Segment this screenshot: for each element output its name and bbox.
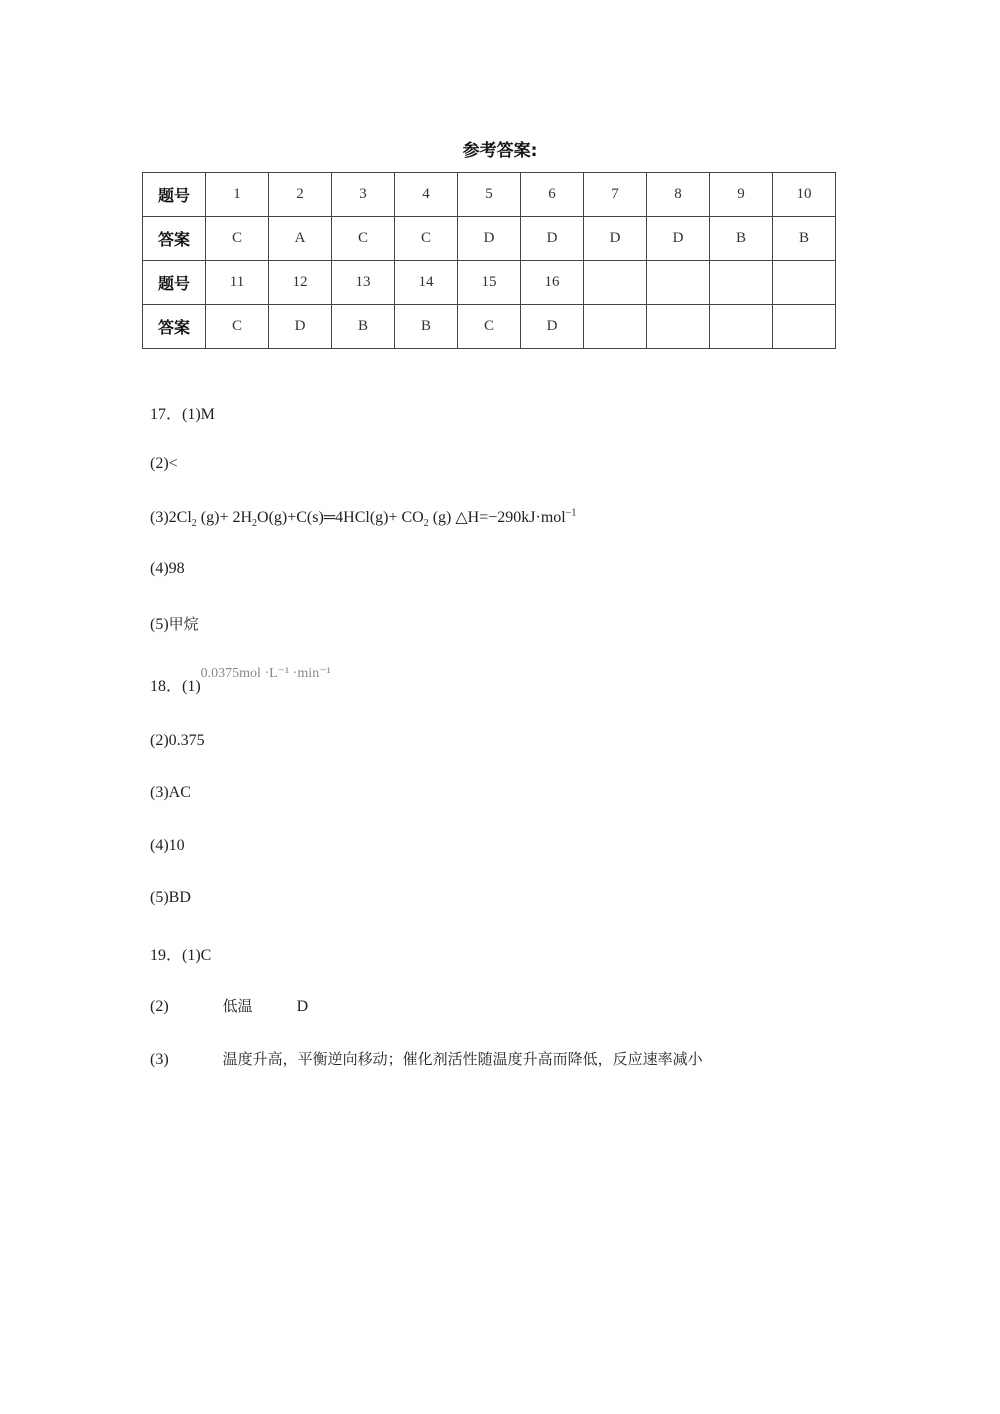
table-cell: 14 xyxy=(395,261,458,305)
table-cell: 10 xyxy=(773,173,836,217)
q17-part1: 17．(1)M xyxy=(150,406,215,423)
q17-part5 xyxy=(150,613,199,634)
q19-part2 xyxy=(150,995,308,1016)
table-cell: 11 xyxy=(206,261,269,305)
row-header: 题号 xyxy=(143,173,206,217)
table-cell xyxy=(647,261,710,305)
table-cell: 7 xyxy=(584,173,647,217)
q18-part2: (2)0.375 xyxy=(150,732,205,749)
rate-value: 0.0375mol ·L⁻¹ ·min⁻¹ xyxy=(200,666,331,681)
table-cell: D xyxy=(521,305,584,349)
table-cell: D xyxy=(521,217,584,261)
table-cell: C xyxy=(458,305,521,349)
table-cell xyxy=(773,261,836,305)
table-cell: A xyxy=(269,217,332,261)
page-title: 参考答案: xyxy=(462,141,538,161)
table-row xyxy=(143,173,836,217)
eq-sub: 2 xyxy=(191,518,197,530)
table-cell: C xyxy=(206,217,269,261)
table-cell: D xyxy=(269,305,332,349)
table-cell xyxy=(584,261,647,305)
table-cell: 8 xyxy=(647,173,710,217)
table-cell: C xyxy=(206,305,269,349)
eq-part: O(g)+C(s)═4HCl(g)+ CO xyxy=(257,509,424,526)
table-cell xyxy=(584,305,647,349)
q17-part3 xyxy=(150,507,576,529)
table-cell: B xyxy=(710,217,773,261)
table-cell: D xyxy=(647,217,710,261)
table-row xyxy=(143,217,836,261)
part-number: (2) xyxy=(150,998,169,1015)
table-cell xyxy=(773,305,836,349)
eq-sup: −1 xyxy=(565,507,577,519)
q17-part2: (2)< xyxy=(150,455,178,472)
table-cell: C xyxy=(332,217,395,261)
eq-sub: 2 xyxy=(423,518,429,530)
table-row xyxy=(143,305,836,349)
eq-sub: 2 xyxy=(252,518,258,530)
table-cell: C xyxy=(395,217,458,261)
row-header: 答案 xyxy=(143,305,206,349)
table-cell: 5 xyxy=(458,173,521,217)
answer-text: 甲烷 xyxy=(168,615,199,633)
q18-part4: (4)10 xyxy=(150,837,185,854)
table-cell: 2 xyxy=(269,173,332,217)
table-cell: 15 xyxy=(458,261,521,305)
answer-text: 温度升高，平衡逆向移动；催化剂活性随温度升高而降低，反应速率减小 xyxy=(222,1050,703,1068)
table-cell: 9 xyxy=(710,173,773,217)
table-cell: 1 xyxy=(206,173,269,217)
answer-choice: D xyxy=(296,998,309,1015)
answer-table xyxy=(142,172,836,349)
eq-part: (g) △H=−290kJ·mol xyxy=(428,509,566,526)
q18-part3: (3)AC xyxy=(150,784,191,801)
table-cell: 3 xyxy=(332,173,395,217)
row-header: 答案 xyxy=(143,217,206,261)
eq-part: (g)+ 2H xyxy=(196,509,253,526)
table-cell: 6 xyxy=(521,173,584,217)
table-cell: D xyxy=(458,217,521,261)
table-cell: D xyxy=(584,217,647,261)
eq-part: (3)2Cl xyxy=(150,509,192,526)
q19-part1: 19．(1)C xyxy=(150,947,212,964)
q18-part5: (5)BD xyxy=(150,889,191,906)
table-cell: 12 xyxy=(269,261,332,305)
table-cell xyxy=(647,305,710,349)
q19-part3 xyxy=(150,1048,703,1069)
table-row xyxy=(143,261,836,305)
table-cell: B xyxy=(773,217,836,261)
table-cell: 4 xyxy=(395,173,458,217)
table-cell: 13 xyxy=(332,261,395,305)
answer-text: 低温 xyxy=(222,997,253,1015)
table-cell: B xyxy=(395,305,458,349)
part-number: 18．(1) xyxy=(150,678,201,695)
q18-part1 xyxy=(150,666,331,696)
table-cell: 16 xyxy=(521,261,584,305)
table-cell: B xyxy=(332,305,395,349)
part-number: (3) xyxy=(150,1051,169,1068)
q17-part4: (4)98 xyxy=(150,560,185,577)
row-header: 题号 xyxy=(143,261,206,305)
table-cell xyxy=(710,261,773,305)
table-cell xyxy=(710,305,773,349)
part-number: (5) xyxy=(150,616,169,633)
